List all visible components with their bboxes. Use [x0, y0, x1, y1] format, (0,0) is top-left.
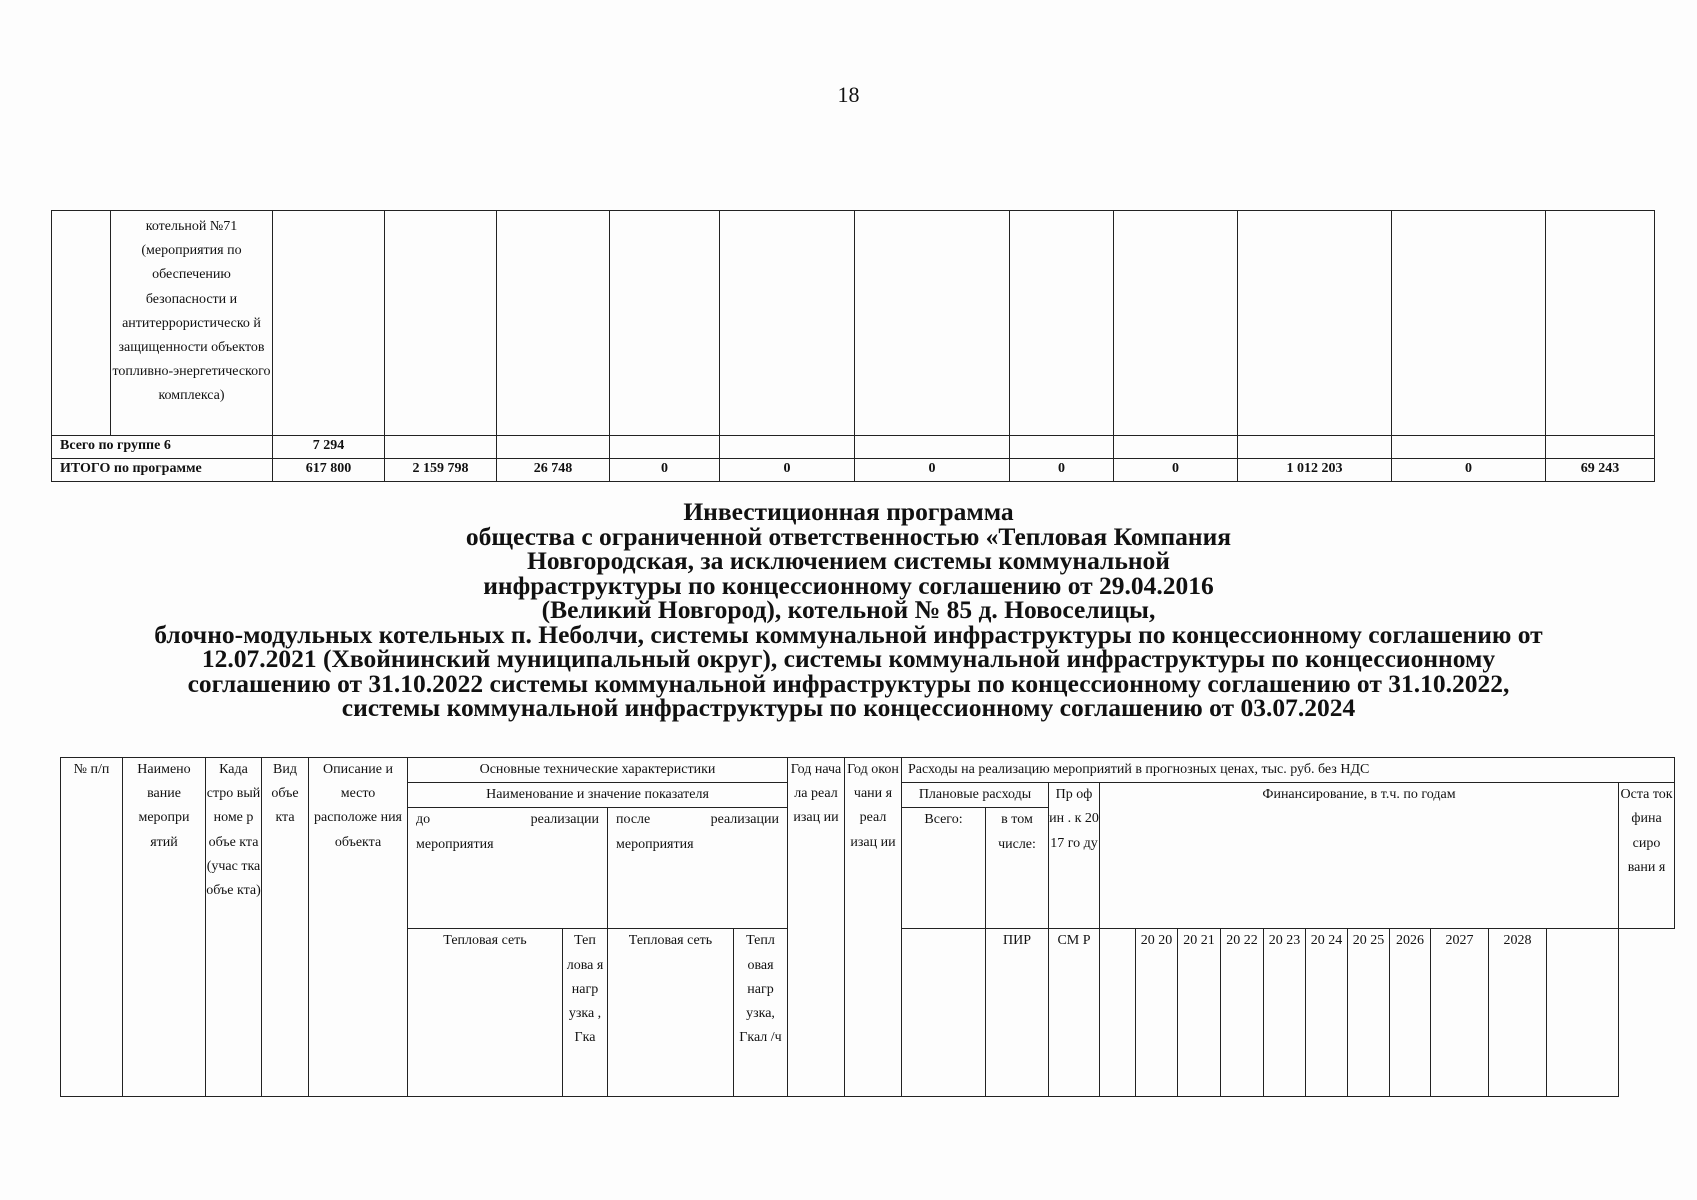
- title-line: системы коммунальной инфраструктуры по концессионному соглашению от 03.07.2024: [341, 693, 1356, 722]
- title-line: общества с ограниченной ответственностью «Тепловая Компания: [465, 521, 1232, 551]
- year-header: 2026: [1390, 929, 1431, 1097]
- program-total-label: ИТОГО по программе: [52, 459, 273, 482]
- heat-network-before: Тепловая сеть: [408, 929, 563, 1097]
- group-total-label: Всего по группе 6: [52, 436, 273, 459]
- group-total-value: 7 294: [273, 436, 385, 459]
- total-value: 1 012 203: [1238, 459, 1392, 482]
- remainder-header: Оста ток фина сиро вани я: [1619, 783, 1675, 929]
- title-line: Новгородская, за исключением системы коммунальной: [526, 546, 1170, 575]
- after-implementation-header: после реализации мероприятия: [608, 808, 788, 929]
- continuation-table: [51, 210, 1655, 482]
- including-label: в том числе:: [986, 808, 1049, 857]
- planned-expenses-header: Плановые расходы: [902, 783, 1049, 808]
- year-header: 20 21: [1178, 929, 1221, 1097]
- total-value: 0: [1010, 459, 1114, 482]
- year-header: 2028: [1489, 929, 1547, 1097]
- year-header: 2027: [1431, 929, 1489, 1097]
- title-line: 12.07.2021 (Хвойнинский муниципальный округ), системы коммунальной инфраструктуры по концессионному: [201, 644, 1496, 673]
- total-value: 2 159 798: [385, 459, 497, 482]
- col-type-header: Вид объе кта: [262, 758, 309, 1097]
- total-value: 0: [720, 459, 855, 482]
- expenses-header: Расходы на реализацию мероприятий в прогнозных ценах, тыс. руб. без НДС: [902, 758, 1675, 783]
- col-location-header: Описание и место расположе ния объекта: [309, 758, 408, 1097]
- object-description: котельной №71 (мероприятия по обеспечению безопасности и антитеррористическо й защищенности объектов топливно-энергетического комплекса): [112, 219, 271, 404]
- total-value: 617 800: [273, 459, 385, 482]
- page-number: 18: [837, 82, 860, 107]
- heat-load-after: Тепл овая нагр узка, Гкал /ч: [734, 929, 788, 1097]
- pir-header: ПИР: [986, 929, 1049, 1097]
- program-total-row: [52, 459, 1655, 482]
- year-header: 20 24: [1306, 929, 1348, 1097]
- total-value: 0: [855, 459, 1010, 482]
- before-implementation-header: до реализации мероприятия: [408, 808, 608, 929]
- financing-before-2017-header: Пр оф ин . к 20 17 го ду: [1049, 783, 1100, 929]
- table-row: [52, 211, 1655, 436]
- col-start-year-header: Год нача ла реал изац ии: [788, 758, 845, 1097]
- total-value: 69 243: [1546, 459, 1655, 482]
- group-total-row: [52, 436, 1655, 459]
- year-header: 20 22: [1221, 929, 1264, 1097]
- year-header: 20 25: [1348, 929, 1390, 1097]
- heat-network-after: Тепловая сеть: [608, 929, 734, 1097]
- smr-header: СМ Р: [1049, 929, 1100, 1097]
- col-number-header: № п/п: [61, 758, 123, 1097]
- total-value: 0: [1114, 459, 1238, 482]
- col-end-year-header: Год окон чани я реал изац ии: [845, 758, 902, 1097]
- total-expenses-label: Всего:: [902, 808, 986, 929]
- total-value: 0: [610, 459, 720, 482]
- col-cadastre-header: Када стро вый номе р объе кта (учас тка объе кта): [206, 758, 262, 929]
- tech-characteristics-header: Основные технические характеристики: [408, 758, 788, 783]
- title-line: Инвестиционная программа: [683, 497, 1014, 526]
- year-header: 20 23: [1264, 929, 1306, 1097]
- total-value: 0: [1392, 459, 1546, 482]
- title-line: (Великий Новгород), котельной № 85 д. Новоселицы,: [541, 595, 1156, 624]
- heat-load-before: Теп лова я нагр узка , Гка: [563, 929, 608, 1097]
- col-name-header: Наимено вание меропри ятий: [123, 758, 206, 1097]
- tech-indicator-subheader: Наименование и значение показателя: [408, 783, 788, 808]
- investment-program-table: [60, 757, 1675, 1097]
- title-line: блочно-модульных котельных п. Неболчи, системы коммунальной инфраструктуры по концессионному соглашению от: [154, 619, 1543, 649]
- financing-by-years-header: Финансирование, в т.ч. по годам: [1100, 783, 1619, 929]
- year-header: 20 20: [1136, 929, 1178, 1097]
- title-line: соглашению от 31.10.2022 системы коммунальной инфраструктуры по концессионному соглашению от 31.10.2022,: [187, 668, 1510, 698]
- total-value: 26 748: [497, 459, 610, 482]
- document-title: [0, 497, 1697, 722]
- title-line: инфраструктуры по концессионному соглашению от 29.04.2016: [483, 570, 1214, 600]
